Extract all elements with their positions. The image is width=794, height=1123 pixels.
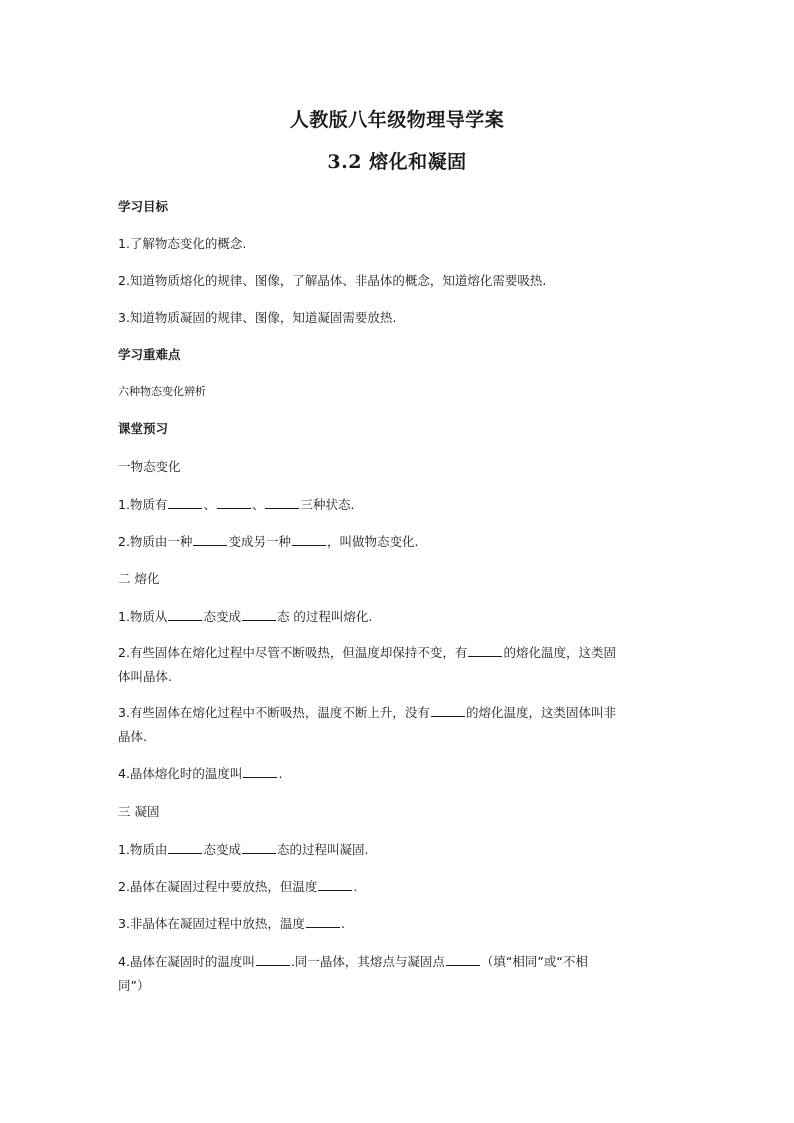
answer-blank[interactable] bbox=[265, 495, 299, 509]
section-heading-preview: 课堂预习 bbox=[118, 421, 169, 436]
answer-blank[interactable] bbox=[217, 495, 251, 509]
question-freezing-point-line-2: 同”） bbox=[118, 978, 150, 993]
answer-blank[interactable] bbox=[292, 532, 326, 546]
document-title: 人教版八年级物理导学案 bbox=[289, 109, 505, 131]
answer-blank[interactable] bbox=[431, 703, 465, 717]
part-heading-solidification: 三 凝固 bbox=[118, 804, 160, 819]
question-melting-definition: 1.物质从 态变成 态 的过程叫熔化. bbox=[118, 609, 373, 624]
answer-blank[interactable] bbox=[168, 495, 202, 509]
question-solidification-definition: 1.物质由 态变成 态的过程叫凝固. bbox=[118, 842, 369, 857]
answer-blank[interactable] bbox=[256, 952, 290, 966]
answer-blank[interactable] bbox=[468, 643, 502, 657]
question-crystal-solidification: 2.晶体在凝固过程中要放热，但温度 . bbox=[118, 879, 358, 894]
section-heading-goals: 学习目标 bbox=[118, 199, 169, 214]
answer-blank[interactable] bbox=[168, 840, 202, 854]
answer-blank[interactable] bbox=[446, 952, 480, 966]
answer-blank[interactable] bbox=[193, 532, 227, 546]
answer-blank[interactable] bbox=[306, 914, 340, 928]
answer-blank[interactable] bbox=[242, 840, 276, 854]
question-noncrystal-line-1: 3.有些固体在熔化过程中不断吸热，温度不断上升，没有 的熔化温度，这类固体叫非 bbox=[118, 705, 616, 720]
goal-item-2: 2.知道物质熔化的规律、图像，了解晶体、非晶体的概念，知道熔化需要吸热. bbox=[118, 273, 547, 288]
question-crystal-line-2: 体叫晶体. bbox=[118, 669, 172, 684]
answer-blank[interactable] bbox=[242, 607, 276, 621]
part-heading-state-change: 一物态变化 bbox=[118, 459, 181, 474]
part-heading-melting: 二 熔化 bbox=[118, 571, 160, 586]
lesson-title: 3.2 熔化和凝固 bbox=[327, 151, 467, 173]
goal-item-1: 1.了解物态变化的概念. bbox=[118, 236, 247, 251]
answer-blank[interactable] bbox=[243, 764, 277, 778]
section-heading-key-points: 学习重难点 bbox=[118, 347, 181, 362]
question-melting-point: 4.晶体熔化时的温度叫 . bbox=[118, 766, 283, 781]
answer-blank[interactable] bbox=[318, 877, 352, 891]
question-freezing-point-line-1: 4.晶体在凝固时的温度叫 .同一晶体，其熔点与凝固点 （填“相同”或“不相 bbox=[118, 954, 588, 969]
question-noncrystal-solidification: 3.非晶体在凝固过程中放热，温度 . bbox=[118, 916, 345, 931]
key-points-text: 六种物态变化辨析 bbox=[118, 385, 206, 398]
goal-item-3: 3.知道物质凝固的规律、图像，知道凝固需要放热. bbox=[118, 310, 397, 325]
question-noncrystal-line-2: 晶体. bbox=[118, 729, 147, 744]
question-state-types: 1.物质有 、 、 三种状态. bbox=[118, 497, 355, 512]
question-crystal-line-1: 2.有些固体在熔化过程中尽管不断吸热，但温度却保持不变，有 的熔化温度，这类固 bbox=[118, 645, 616, 660]
answer-blank[interactable] bbox=[168, 607, 202, 621]
question-state-change-definition: 2.物质由一种 变成另一种 ，叫做物态变化. bbox=[118, 534, 419, 549]
